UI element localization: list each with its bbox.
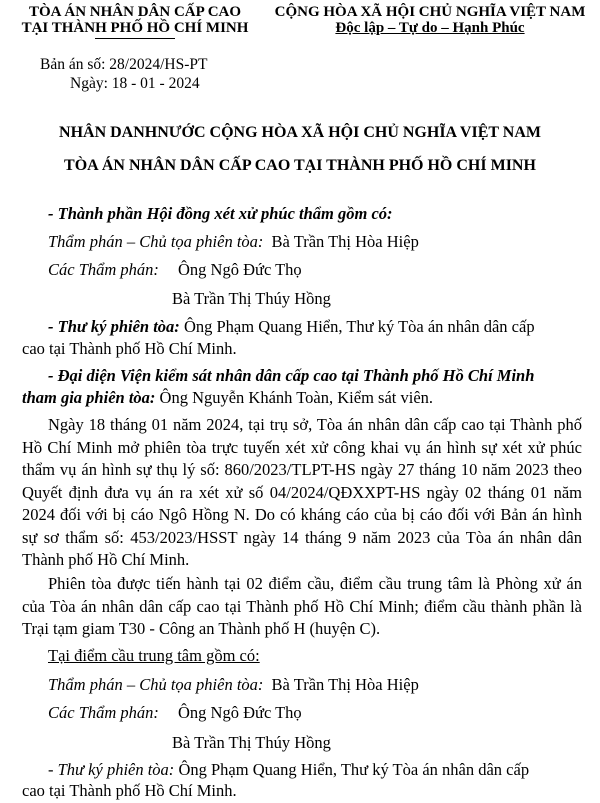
center-judge-1-name: Ông Ngô Đức Thọ — [178, 703, 302, 722]
center-judges-label: Các Thẩm phán: — [48, 703, 159, 722]
center-site-heading: Tại điểm cầu trung tâm gồm có: — [48, 646, 260, 665]
court-name-line2: TẠI THÀNH PHỐ HỒ CHÍ MINH — [21, 20, 249, 36]
procuracy-label-2: tham gia phiên tòa: — [22, 388, 156, 407]
clerk-label: - Thư ký phiên tòa: — [48, 317, 180, 336]
judge-2-name: Bà Trần Thị Thúy Hồng — [172, 289, 331, 308]
center-clerk-row — [48, 760, 529, 780]
presiding-judge-name: Bà Trần Thị Hòa Hiệp — [271, 232, 419, 251]
judges-label: Các Thẩm phán: — [48, 260, 159, 279]
procuracy-label-1: - Đại diện Viện kiểm sát nhân dân cấp cao tại Thành phố Hồ Chí Minh — [48, 366, 535, 385]
panel-heading: - Thành phần Hội đồng xét xử phúc thẩm gồm có: — [48, 204, 393, 223]
clerk-row — [48, 317, 535, 337]
court-name-underline — [95, 38, 175, 39]
case-date: Ngày: 18 - 01 - 2024 — [70, 75, 200, 92]
paragraph-2: Phiên tòa được tiến hành tại 02 điểm cầu, điểm cầu trung tâm là Phòng xử án của Tòa án nhân dân cấp cao tại Thành phố Hồ Chí Minh; điểm cầu thành phần là Trại tạm giam T30 - Công an Thành phố H (huyện C). — [22, 574, 582, 638]
case-number: Bản án số: 28/2024/HS-PT — [40, 56, 208, 73]
judge-1-name: Ông Ngô Đức Thọ — [178, 260, 302, 279]
title-court: TÒA ÁN NHÂN DÂN CẤP CAO TẠI THÀNH PHỐ HỒ CHÍ MINH — [64, 157, 536, 174]
court-name-line1: TÒA ÁN NHÂN DÂN CẤP CAO — [28, 4, 242, 20]
nation-line2 — [270, 20, 590, 37]
center-presiding-name: Bà Trần Thị Hòa Hiệp — [271, 675, 419, 694]
motto: Độc lập – Tự do – Hạnh Phúc — [335, 20, 525, 36]
procuracy-row — [22, 388, 433, 408]
center-clerk-label: - Thư ký phiên tòa: — [48, 760, 175, 779]
center-presiding-label: Thẩm phán – Chủ tọa phiên tòa: — [48, 675, 264, 694]
paragraph-1: Ngày 18 tháng 01 năm 2024, tại trụ sở, Tòa án nhân dân cấp cao tại Thành phố Hồ Chí Minh mở phiên tòa trực tuyến xét xử công khai vụ án hình sự xét xử phúc thẩm vụ án hình sự thụ lý số: 860/2023/TLPT-HS ngày 27 tháng 10 năm 2023 theo Quyết định đưa vụ án ra xét xử số 04/2024/QĐXXPT-HS ngày 02 tháng 01 năm 2024 đối với bị cáo Ngô Hồng N. Do có kháng cáo của bị cáo đối với Bản án hình sự sơ thẩm số: 453/2023/HSST ngày 14 tháng 9 năm 2023 của Tòa án nhân dân Thành phố Hồ Chí Minh. — [22, 415, 582, 569]
procuracy-name: Ông Nguyễn Khánh Toàn, Kiểm sát viên. — [159, 388, 434, 407]
center-clerk-text: Ông Phạm Quang Hiển, Thư ký Tòa án nhân dân cấp — [178, 760, 530, 779]
center-clerk-text-cont: cao tại Thành phố Hồ Chí Minh. — [22, 781, 237, 800]
title-in-name-of: NHÂN DANHNƯỚC CỘNG HÒA XÃ HỘI CHỦ NGHĨA VIỆT NAM — [59, 124, 541, 141]
presiding-judge-label: Thẩm phán – Chủ tọa phiên tòa: — [48, 232, 264, 251]
nation-line1: CỘNG HÒA XÃ HỘI CHỦ NGHĨA VIỆT NAM — [274, 4, 586, 20]
clerk-text-cont: cao tại Thành phố Hồ Chí Minh. — [22, 339, 237, 358]
center-presiding-row — [48, 675, 419, 695]
presiding-judge-row — [48, 232, 419, 252]
center-judge-2-name: Bà Trần Thị Thúy Hồng — [172, 733, 331, 752]
clerk-text: Ông Phạm Quang Hiển, Thư ký Tòa án nhân dân cấp — [183, 317, 535, 336]
